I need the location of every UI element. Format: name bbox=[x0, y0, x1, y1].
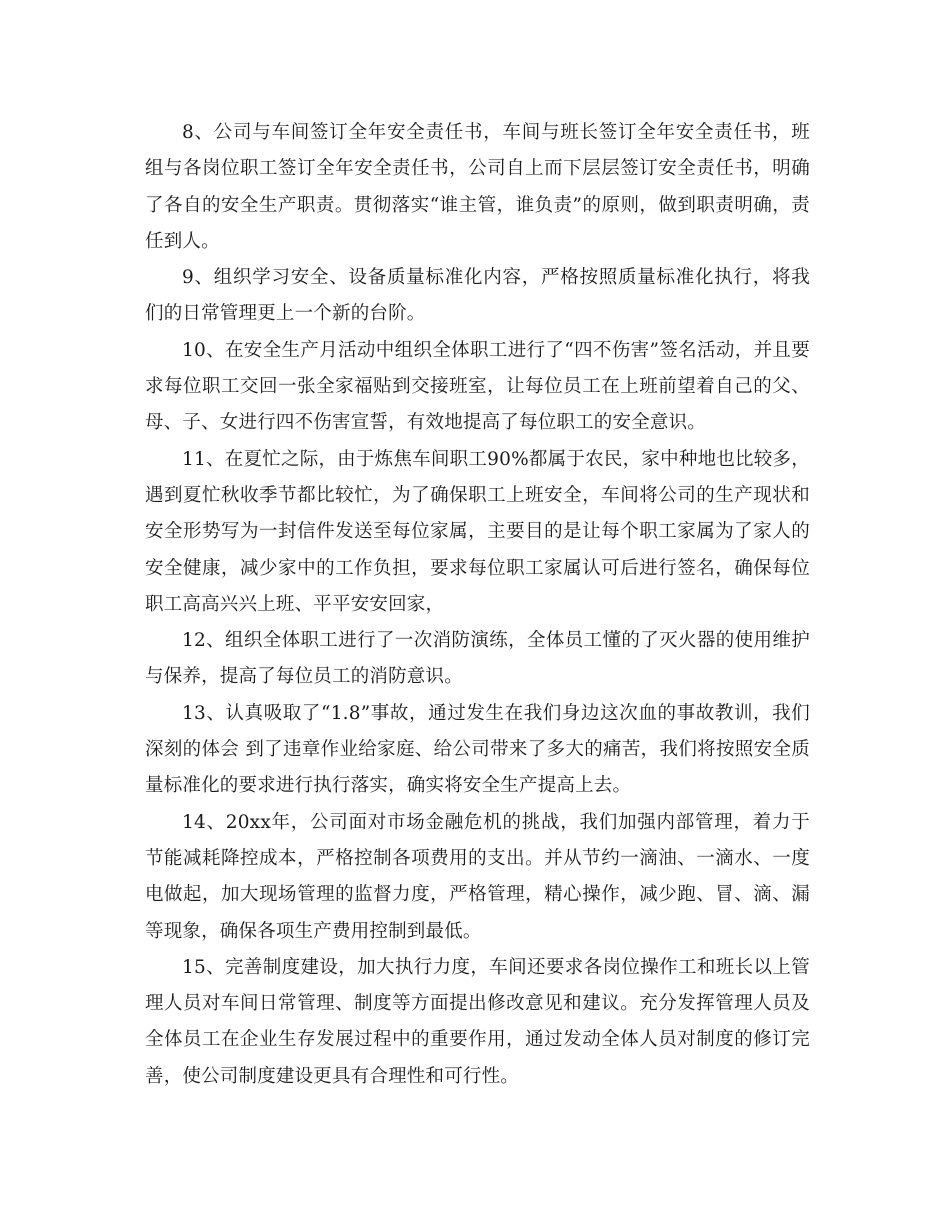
paragraph-12: 12、组织全体职工进行了一次消防演练，全体员工懂的了灭火器的使用维护与保养，提高了每位员工的消防意识。 bbox=[145, 630, 810, 688]
document-body bbox=[145, 115, 810, 1095]
paragraph-10: 10、在安全生产月活动中组织全体职工进行了“四不伤害”签名活动，并且要求每位职工交回一张全家福贴到交接班室，让每位员工在上班前望着自己的父、母、子、女进行四不伤害宣誓，有效地提高了每位职工的安全意识。 bbox=[145, 339, 810, 434]
paragraph-15: 15、完善制度建设，加大执行力度，车间还要求各岗位操作工和班长以上管理人员对车间日常管理、制度等方面提出修改意见和建议。充分发挥管理人员及全体员工在企业生存发展过程中的重要作用，通过发动全体人员对制度的修订完善，使公司制度建设更具有合理性和可行性。 bbox=[145, 956, 810, 1087]
paragraph-9: 9、组织学习安全、设备质量标准化内容，严格按照质量标准化执行，将我们的日常管理更上一个新的台阶。 bbox=[145, 267, 810, 325]
paragraph-8: 8、公司与车间签订全年安全责任书，车间与班长签订全年安全责任书，班组与各岗位职工签订全年安全责任书，公司自上而下层层签订安全责任书，明确了各自的安全生产职责。贯彻落实“谁主管，谁负责”的原则，做到职责明确，责任到人。 bbox=[145, 122, 810, 252]
paragraph-13: 13、认真吸取了“1.8”事故，通过发生在我们身边这次血的事故教训，我们深刻的体会 到了违章作业给家庭、给公司带来了多大的痛苦，我们将按照安全质量标准化的要求进行执行落实，确实将安全生产提高上去。 bbox=[145, 702, 810, 797]
paragraph-14: 14、20xx年，公司面对市场金融危机的挑战，我们加强内部管理，着力于节能减耗降控成本，严格控制各项费用的支出。并从节约一滴油、一滴水、一度电做起，加大现场管理的监督力度，严格管理，精心操作，减少跑、冒、滴、漏等现象，确保各项生产费用控制到最低。 bbox=[145, 811, 810, 942]
paragraph-11: 11、在夏忙之际，由于炼焦车间职工90%都属于农民，家中种地也比较多，遇到夏忙秋收季节都比较忙，为了确保职工上班安全，车间将公司的生产现状和安全形势写为一封信件发送至每位家属，主要目的是让每个职工家属为了家人的安全健康，减少家中的工作负担，要求每位职工家属认可后进行签名，确保每位职工高高兴兴上班、平平安安回家， bbox=[145, 448, 810, 615]
